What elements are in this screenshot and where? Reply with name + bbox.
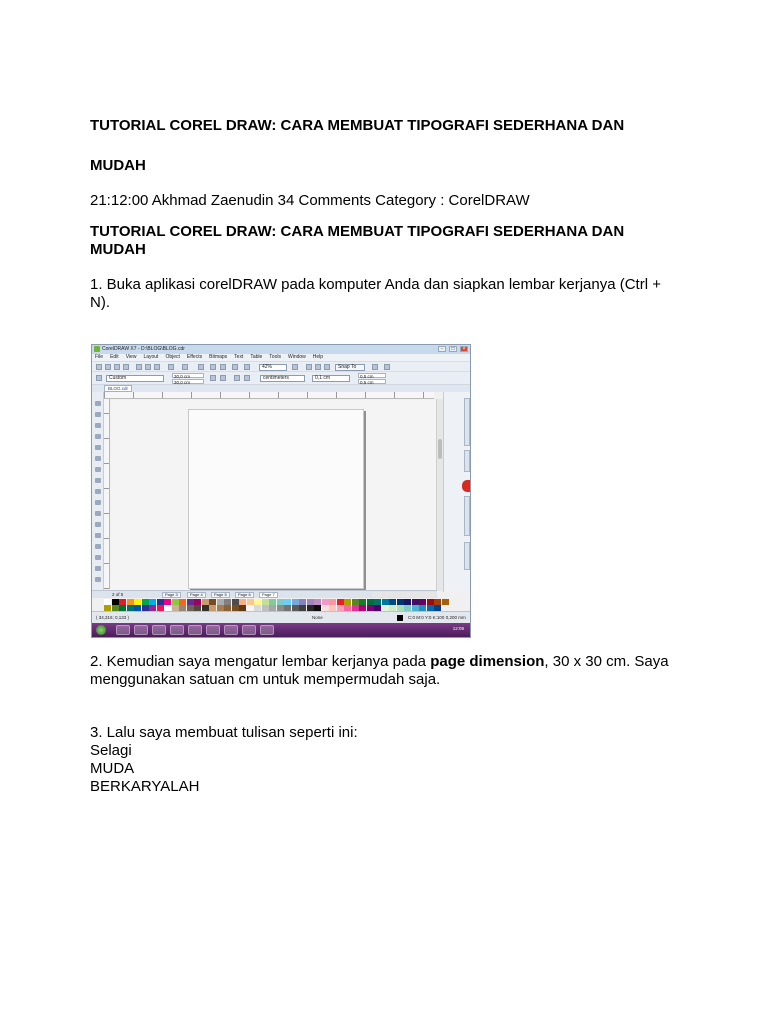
outline-color-swatch — [397, 615, 403, 621]
property-bar — [92, 372, 470, 385]
save-icon — [114, 364, 120, 370]
full-screen-icon — [292, 364, 298, 370]
eyedropper-tool-icon — [95, 555, 101, 560]
minimize-icon: - — [438, 346, 446, 352]
docker-tab — [464, 398, 470, 446]
menu-item: Window — [287, 354, 306, 360]
close-icon: × — [460, 346, 468, 352]
step-1-text: 1. Buka aplikasi corelDRAW pada komputer Anda dan siapkan lembar kerjanya (Ctrl + N). — [90, 276, 661, 311]
horizontal-ruler — [104, 392, 434, 399]
coreldraw-screenshot — [91, 344, 471, 638]
window-controls — [438, 346, 468, 352]
pick-tool-icon — [96, 375, 102, 381]
taskbar-app-icon — [134, 625, 148, 635]
standard-toolbar — [92, 361, 470, 372]
maximize-icon: □ — [449, 346, 457, 352]
page-tab: Page 3 — [162, 592, 181, 598]
rulers-icon — [306, 364, 312, 370]
document-tab: BLOG.cdr — [104, 385, 132, 392]
step-3-text: 3. Lalu saya membuat tulisan seperti ini: — [90, 724, 358, 741]
page-counter: 2 of 5 — [112, 592, 124, 597]
pick-tool-icon — [95, 401, 101, 406]
taskbar-app-icon — [152, 625, 166, 635]
menu-item: Layout — [143, 354, 159, 360]
freehand-tool-icon — [95, 445, 101, 450]
typography-line: BERKARYALAH — [90, 778, 200, 795]
status-bar — [92, 611, 470, 623]
document-title-line2: MUDAH — [90, 157, 146, 174]
menu-item: Text — [234, 354, 244, 360]
outline-status: C:0 M:0 Y:0 K:100 0,200 mm — [408, 615, 466, 620]
coreldraw-logo-icon — [94, 346, 100, 352]
taskbar-app-icon — [224, 625, 238, 635]
page-tab: Page 5 — [211, 592, 230, 598]
undo-icon — [168, 364, 174, 370]
step-2-part: , 30 x 30 cm. Saya menggunakan satuan cm untuk mempermudah saja. — [90, 653, 669, 688]
page-tab: Page 6 — [235, 592, 254, 598]
taskbar-clock: 12:09 — [452, 626, 464, 631]
cut-icon — [136, 364, 142, 370]
drop-shadow-tool-icon — [95, 533, 101, 538]
guidelines-icon — [324, 364, 330, 370]
menu-item: File — [95, 354, 104, 360]
vertical-scrollbar — [436, 399, 443, 591]
toolbox — [92, 392, 104, 592]
horizontal-scrollbar — [372, 592, 436, 597]
portrait-icon — [210, 375, 216, 381]
current-page-icon — [244, 375, 250, 381]
taskbar-app-icon — [170, 625, 184, 635]
paste-icon — [154, 364, 160, 370]
menu-item: Object — [165, 354, 180, 360]
duplicate-distance-x: 0,5 cm — [358, 373, 386, 378]
taskbar-app-icon — [242, 625, 256, 635]
scrollbar-thumb — [438, 439, 442, 459]
docker-panel — [443, 392, 470, 592]
taskbar-app-icon — [188, 625, 202, 635]
color-palette — [104, 599, 459, 611]
zoom-level-select: 42% — [259, 364, 287, 371]
transparency-tool-icon — [95, 544, 101, 549]
rectangle-tool-icon — [95, 467, 101, 472]
step-2-part: 2. Kemudian saya mengatur lembar kerjanya pada — [90, 653, 431, 670]
units-select: centimeters — [260, 375, 305, 382]
interactive-fill-tool-icon — [95, 566, 101, 571]
windows-taskbar — [92, 623, 470, 637]
drawing-page — [188, 409, 364, 589]
taskbar-app-icon — [116, 625, 130, 635]
menu-item: Edit — [110, 354, 119, 360]
grid-icon — [315, 364, 321, 370]
search-icon — [198, 364, 204, 370]
nudge-distance-field: 0,1 cm — [312, 375, 350, 382]
docker-tab — [464, 496, 470, 536]
polygon-tool-icon — [95, 489, 101, 494]
start-orb-icon — [96, 625, 106, 635]
print-icon — [123, 364, 129, 370]
taskbar-coreldraw-icon — [260, 625, 274, 635]
text-tool-icon — [95, 500, 101, 505]
connector-tool-icon — [95, 522, 101, 527]
import-icon — [210, 364, 216, 370]
app-launcher-icon — [384, 364, 390, 370]
landscape-icon — [220, 375, 226, 381]
artistic-media-tool-icon — [95, 456, 101, 461]
vertical-ruler — [104, 399, 110, 589]
copy-icon — [145, 364, 151, 370]
export-icon — [220, 364, 226, 370]
menu-item: Tools — [269, 354, 281, 360]
menu-item: Help — [312, 354, 324, 360]
options-icon — [372, 364, 378, 370]
post-meta: 21:12:00 Akhmad Zaenudin 34 Comments Category : CorelDRAW — [90, 192, 530, 209]
typography-line: Selagi — [90, 742, 132, 759]
launcher-icon — [244, 364, 250, 370]
docker-collapse-icon — [462, 480, 471, 492]
parallel-dimension-tool-icon — [95, 511, 101, 516]
menu-item: Bitmaps — [209, 354, 228, 360]
document-tab-bar — [92, 385, 470, 392]
window-title: CorelDRAW X7 - D:\BLOG\BLOG.cdr — [102, 346, 185, 352]
cursor-position: ( 34,316; 0,133 ) — [96, 615, 130, 620]
docker-tab — [464, 542, 470, 570]
open-icon — [105, 364, 111, 370]
article-heading: TUTORIAL COREL DRAW: CARA MEMBUAT TIPOGRAFI SEDERHANA DAN MUDAH — [90, 223, 625, 258]
snap-to-button: Snap To — [335, 364, 365, 371]
menu-bar — [92, 354, 470, 361]
page-height-field: 30,0 cm — [172, 379, 204, 384]
window-title-bar — [92, 345, 470, 354]
fill-status: None — [312, 615, 323, 620]
menu-item: View — [125, 354, 137, 360]
publish-pdf-icon — [232, 364, 238, 370]
ellipse-tool-icon — [95, 478, 101, 483]
smart-fill-tool-icon — [95, 577, 101, 582]
all-pages-icon — [234, 375, 240, 381]
docker-tab — [464, 450, 470, 472]
taskbar-app-icon — [206, 625, 220, 635]
new-icon — [96, 364, 102, 370]
page-tab: Page 4 — [187, 592, 206, 598]
redo-icon — [182, 364, 188, 370]
page-tab-active: Page 7 — [259, 592, 278, 598]
step-2-text — [90, 653, 680, 689]
menu-item: Effects — [186, 354, 203, 360]
duplicate-distance-y: 0,5 cm — [358, 379, 386, 384]
shape-tool-icon — [95, 412, 101, 417]
typography-line: MUDA — [90, 760, 135, 777]
zoom-tool-icon — [95, 434, 101, 439]
page-preset-select: Custom — [106, 375, 164, 382]
crop-tool-icon — [95, 423, 101, 428]
page-width-field: 30,0 cm — [172, 373, 204, 378]
document-title-line1: TUTORIAL COREL DRAW: CARA MEMBUAT TIPOGRAFI SEDERHANA DAN — [90, 117, 625, 134]
step-2-bold: page dimension — [430, 653, 545, 670]
menu-item: Table — [250, 354, 263, 360]
drawing-canvas — [111, 400, 436, 590]
palette-swatch — [442, 599, 449, 605]
